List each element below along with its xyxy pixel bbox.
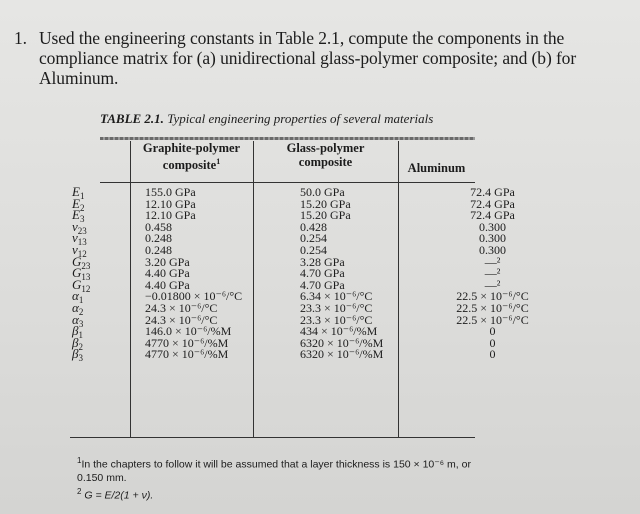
aluminum-value: 72.4 GPa [470, 208, 515, 223]
glass-value: 23.3 × 10⁻⁶/°C [300, 300, 373, 315]
graphite-value: 4770 × 10⁻⁶/%M [145, 335, 229, 350]
property-symbol: $G_{12}$ [72, 276, 91, 294]
glass-value: 3.28 GPa [300, 254, 345, 269]
aluminum-value: 22.5 × 10⁻⁶/°C [456, 312, 529, 327]
graphite-value: 4770 × 10⁻⁶/%M [145, 347, 229, 362]
glass-value: 6320 × 10⁻⁶/%M [300, 347, 384, 362]
glass-value: 15.20 GPa [300, 196, 351, 211]
aluminum-value: 0 [489, 324, 496, 339]
table-caption-text: Typical engineering properties of several materials [167, 111, 434, 126]
header-glass: Glass-polymer composite [286, 141, 365, 169]
glass-value: 50.0 GPa [300, 185, 345, 199]
aluminum-value: 22.5 × 10⁻⁶/°C [456, 300, 529, 315]
header-aluminum: Aluminum [407, 161, 466, 175]
aluminum-value: —² [484, 266, 501, 281]
property-symbol: $E_1$ [72, 184, 85, 201]
aluminum-value: 0.300 [479, 219, 506, 234]
glass-value: 23.3 × 10⁻⁶/°C [300, 312, 373, 327]
header-rule [100, 182, 475, 183]
property-symbol: $\alpha_1$ [72, 288, 84, 306]
graphite-column [145, 187, 242, 361]
property-symbol: $G_{23}$ [72, 253, 91, 271]
property-symbol: $\beta_2$ [72, 334, 83, 352]
property-symbol: $G_{13}$ [72, 265, 91, 283]
aluminum-value: 0.300 [479, 231, 506, 246]
aluminum-value: —² [484, 254, 501, 269]
property-symbol: $\alpha_2$ [72, 299, 84, 317]
graphite-value: 0.248 [145, 242, 172, 257]
aluminum-value: 72.4 GPa [470, 185, 515, 199]
property-symbol: $\nu_{23}$ [72, 218, 87, 236]
graphite-value: 12.10 GPa [145, 196, 196, 211]
graphite-value: 155.0 GPa [145, 185, 196, 199]
graphite-value: 0.458 [145, 219, 172, 234]
glass-value: 6320 × 10⁻⁶/%M [300, 335, 384, 350]
property-symbol: $E_2$ [72, 195, 85, 213]
glass-value: 0.254 [300, 242, 327, 257]
property-symbols [72, 184, 102, 364]
table-caption-label: TABLE 2.1. [100, 111, 164, 126]
graphite-value: 146.0 × 10⁻⁶/%M [145, 324, 232, 339]
footnote-1: $^1$In the chapters to follow it will be assumed that a layer thickness is 150 × 10⁻⁶ m, or [77, 456, 471, 471]
aluminum-value: 0 [489, 335, 496, 350]
aluminum-value: 0.300 [479, 242, 506, 257]
glass-value: 15.20 GPa [300, 208, 351, 223]
footnote-2: $^2$ G = E/2(1 + ν). [77, 486, 154, 501]
graphite-value: 4.40 GPa [145, 277, 190, 292]
aluminum-column [420, 187, 565, 361]
table-top-rule [100, 137, 475, 140]
header-graphite: Graphite-polymer composite$^1$ [142, 141, 241, 173]
glass-column [300, 187, 383, 361]
column-divider-2 [253, 141, 254, 437]
graphite-value: 12.10 GPa [145, 208, 196, 223]
graphite-value: 0.248 [145, 231, 172, 246]
graphite-value: 3.20 GPa [145, 254, 190, 269]
column-divider-3 [398, 141, 399, 437]
aluminum-value: 22.5 × 10⁻⁶/°C [456, 289, 529, 304]
question-number: 1. [14, 28, 27, 48]
property-symbol: $\beta_3$ [72, 346, 83, 364]
question-text: Used the engineering constants in Table 2.1, compute the components in the compliance matrix for (a) unidirectional glass-polymer composite; and (b) for Aluminum. [39, 28, 577, 88]
glass-value: 434 × 10⁻⁶/%M [300, 324, 378, 339]
table-bottom-rule [70, 437, 475, 438]
property-symbol: $\nu_{12}$ [72, 241, 87, 259]
aluminum-value: 0 [489, 347, 496, 362]
aluminum-value: —² [484, 277, 501, 292]
glass-value: 0.254 [300, 231, 327, 246]
property-symbol: $E_3$ [72, 207, 85, 225]
footnote-ref-1: 1 [216, 157, 221, 166]
graphite-value: 24.3 × 10⁻⁶/°C [145, 300, 218, 315]
column-divider-1 [130, 141, 131, 437]
footnote-1-cont: 0.150 mm. [77, 471, 127, 484]
glass-value: 6.34 × 10⁻⁶/°C [300, 289, 373, 304]
graphite-value: −0.01800 × 10⁻⁶/°C [145, 289, 243, 304]
footnotes [77, 454, 471, 502]
aluminum-value: 72.4 GPa [470, 196, 515, 211]
property-symbol: $\beta_1$ [72, 323, 83, 341]
graphite-value: 24.3 × 10⁻⁶/°C [145, 312, 218, 327]
glass-value: 4.70 GPa [300, 277, 345, 292]
glass-value: 0.428 [300, 219, 327, 234]
glass-value: 4.70 GPa [300, 266, 345, 281]
table-caption [100, 111, 433, 127]
property-symbol: $\alpha_3$ [72, 311, 84, 329]
property-symbol: $\nu_{13}$ [72, 230, 87, 248]
graphite-value: 4.40 GPa [145, 266, 190, 281]
